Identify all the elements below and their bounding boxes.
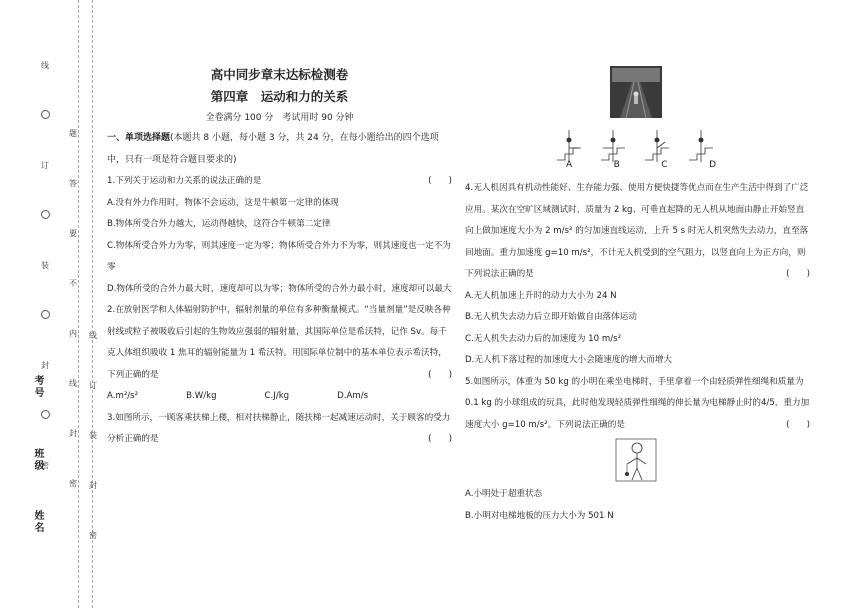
- option-c: C.物体所受合外力为零，则其速度一定为零；物体所受合外力不为零，则其速度也一定不为零: [107, 240, 451, 272]
- binding-circle: [38, 310, 52, 360]
- figure-label-c: C: [661, 160, 668, 170]
- figure-label-d: D: [709, 160, 716, 170]
- binding-outer-column: [38, 60, 52, 510]
- exam-meta: 全卷满分 100 分 考试用时 90 分钟: [205, 113, 354, 123]
- binding-inner-char: 内: [69, 329, 77, 338]
- figure-labels: [566, 160, 716, 170]
- left-column: [107, 0, 452, 451]
- figure-label-a: A: [566, 160, 573, 170]
- section-heading: [107, 128, 452, 171]
- binding-inner-char: 要: [69, 229, 77, 238]
- question-stem: 2.在放射医学和人体辐射防护中，辐射剂量的单位有多种衡量模式。“当量剂量”是反映各种射线或粒子被吸收后引起的生物效应强弱的辐射量，其国际单位是希沃特，记作 Sv。每千克人体组织吸收 1 焦耳的辐射能量为 1 希沃特。用国际单位制中的基本单位表示希沃特，下列正确的是: [107, 305, 451, 380]
- question-stem: 4.无人机因具有机动性能好、生存能力强、使用方便快捷等优点而在生产生活中得到了广泛应用。某次在空旷区域测试时，质量为 2 kg、可垂直起降的无人机从地面由静止开始竖直向上做加速度大小为 2 m/s² 的匀加速直线运动，上升 5 s 时无人机突然失去动力，直至落回地面。重力加速度 g=10 m/s²，不计无人机受到的空气阻力，以竖直向上为正方向，则下列说法正确的是: [465, 183, 809, 279]
- section-title: 一、单项选择题: [107, 133, 171, 143]
- name-field-label: 姓名: [32, 510, 43, 534]
- option-a: A.m²/s²: [107, 391, 139, 401]
- binding-inner-char: 线: [69, 379, 77, 388]
- option-a: A.小明处于超重状态: [465, 489, 543, 499]
- option-a: A.无人机加速上升时的动力大小为 24 N: [465, 290, 617, 301]
- answer-paren: ( ): [428, 434, 452, 444]
- figure-label-b: B: [613, 160, 620, 170]
- binding-circle: [38, 110, 52, 160]
- answer-paren: ( ): [786, 269, 810, 279]
- binding-inner-char: 答: [69, 179, 77, 188]
- question-5: [465, 372, 810, 437]
- option-c: C.无人机失去动力后的加速度为 10 m/s²: [465, 333, 622, 344]
- binding-char: 封: [89, 481, 97, 490]
- binding-char: 订: [89, 381, 97, 390]
- option-b: B.物体所受合外力越大，运动得越快，这符合牛顿第二定律: [107, 219, 331, 229]
- option-d: D.Am/s: [337, 391, 369, 401]
- binding-char: 线: [41, 61, 49, 70]
- question-3: [107, 408, 452, 451]
- binding-inner-char: 题: [69, 129, 77, 138]
- answer-paren: ( ): [428, 176, 452, 186]
- answer-paren: ( ): [428, 369, 452, 380]
- binding-circle: [38, 210, 52, 260]
- question-1: [107, 171, 452, 193]
- escalator-photo: [610, 66, 662, 118]
- option-d: D.物体所受的合外力最大时，速度却可以为零；物体所受的合外力最小时，速度却可以最大: [107, 283, 452, 294]
- option-c: C.J/kg: [264, 391, 290, 401]
- binding-char: 订: [41, 161, 49, 170]
- question-2-options: [107, 386, 452, 408]
- question-2: [107, 300, 452, 386]
- question-stem: 1.下列关于运动和力关系的说法正确的是: [107, 176, 262, 186]
- binding-char: 装: [41, 261, 49, 270]
- question-4: [465, 178, 810, 286]
- binding-inner-column: [66, 128, 80, 528]
- binding-char: 装: [89, 431, 97, 440]
- option-b: B.小明对电梯地板的压力大小为 501 N: [465, 510, 614, 521]
- binding-char: 密: [41, 461, 49, 470]
- binding-right-column: [86, 330, 100, 580]
- binding-inner-char: 不: [69, 279, 77, 288]
- option-b: B.无人机失去动力后立即开始做自由落体运动: [465, 312, 637, 322]
- option-b: B.W/kg: [186, 391, 217, 401]
- binding-inner-char: 密: [69, 479, 77, 488]
- chapter-title: 第四章 运动和力的关系: [210, 89, 349, 104]
- binding-char: 密: [89, 531, 97, 540]
- option-d: D.无人机下落过程的加速度大小会随速度的增大而增大: [465, 355, 673, 365]
- binding-margin: [0, 0, 100, 608]
- option-a: A.没有外力作用时，物体不会运动，这是牛顿第一定律的体现: [107, 197, 339, 208]
- question-stem: 3.如图所示，一顾客乘扶梯上楼，相对扶梯静止，随扶梯一起减速运动时，关于顾客的受力分析正确的是: [107, 412, 451, 444]
- student-id-field-label: 考号: [32, 375, 43, 399]
- section-instructions: (本题共 8 小题，每小题 3 分，共 24 分，在每小题给出的四个选项中，只有一项是符合题目要求的): [107, 133, 439, 165]
- binding-char: 线: [89, 331, 97, 340]
- class-field-label: 班级: [32, 448, 43, 472]
- answer-paren: ( ): [786, 419, 810, 430]
- right-column: [465, 178, 810, 527]
- binding-inner-char: 封: [69, 429, 77, 438]
- binding-char: 封: [41, 361, 49, 370]
- page-title: 高中同步章末达标检测卷: [210, 67, 349, 82]
- elevator-figure: [465, 436, 810, 484]
- question-stem: 5.如图所示，体重为 50 kg 的小明在乘坐电梯时，手里拿着一个由轻质弹性细绳和质量为 0.1 kg 的小球组成的玩具，此时他发现轻质弹性细绳的伸长量为电梯静止时的4/5，重力加速度大小 g=10 m/s²。下列说法正确的是: [465, 376, 810, 430]
